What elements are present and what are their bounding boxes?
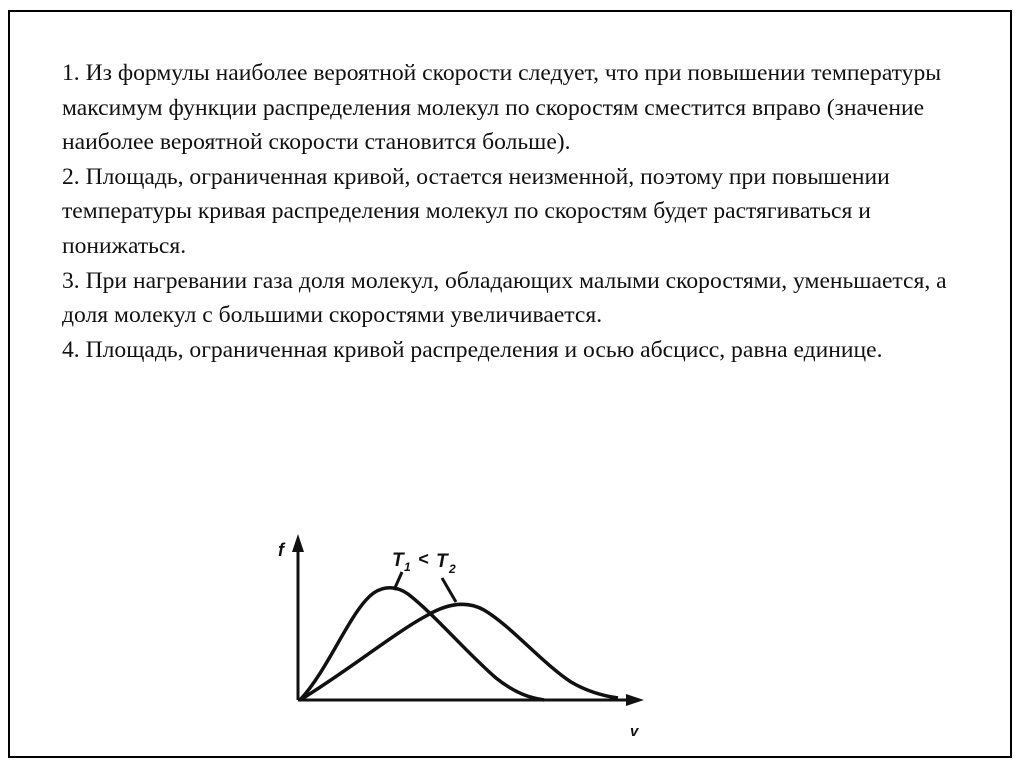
t2-pointer [442, 578, 456, 602]
curve-t1 [300, 588, 544, 700]
t2-subscript: 2 [449, 562, 456, 576]
y-axis-arrow [292, 534, 304, 552]
paragraph-3: 3. При нагревании газа доля молекул, обладающих малыми скоростями, уменьшается, а доля молекул с большими скоростями увеличивается. [62, 267, 947, 329]
y-axis-label: f [278, 540, 284, 560]
maxwell-distribution-figure [266, 522, 656, 742]
x-axis-arrow [626, 694, 644, 706]
distribution-diagram [266, 522, 656, 742]
t1-subscript: 1 [404, 560, 411, 574]
t1-label: T [392, 550, 404, 571]
paragraph-1: 1. Из формулы наиболее вероятной скорости следует, что при повышении температуры максимум функции распределения молекул по скоростям сместится вправо (значение наиболее вероятной скорости становится больше). [62, 60, 942, 156]
paragraph-2: 2. Площадь, ограниченная кривой, остается неизменной, поэтому при повышении температуры кривая распределения молекул по скоростям будет растягиваться и понижаться. [62, 163, 890, 259]
t2-label: T [436, 551, 448, 572]
x-axis-label: v [630, 723, 639, 740]
curve-t2 [300, 604, 618, 700]
paragraph-4: 4. Площадь, ограниченная кривой распределения и осью абсцисс, равна единице. [62, 336, 883, 363]
slide [8, 10, 1012, 758]
relation-sign: < [418, 549, 429, 569]
text-block [62, 56, 972, 367]
